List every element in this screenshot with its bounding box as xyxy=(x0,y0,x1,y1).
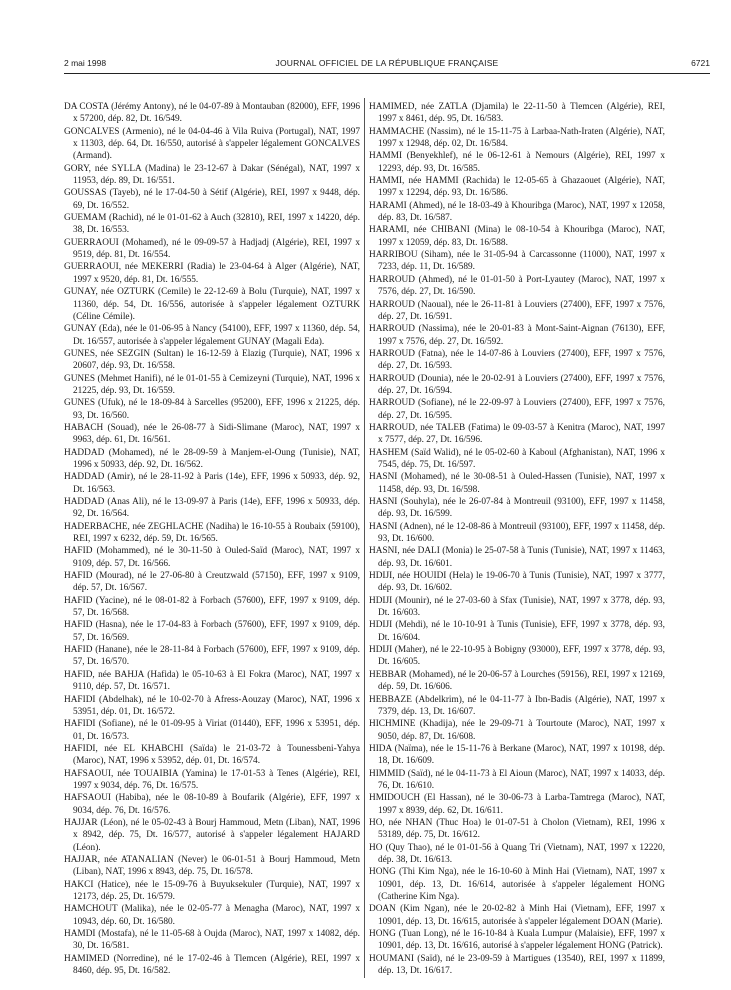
register-entry: HAFID (Yacine), né le 08-01-82 à Forbach (57600), EFF, 1997 x 9109, dép. 57, Dt. 16/568. xyxy=(64,595,360,619)
register-entry: HO (Quy Thao), né le 01-01-56 à Quang Tri (Vietnam), NAT, 1997 x 12220, dép. 38, Dt. 16/613. xyxy=(369,842,665,865)
register-entry: HAMMACHE (Nassim), né le 15-11-75 à Larbaa-Nath-Iraten (Algérie), NAT, 1997 x 12948, dép. 02, Dt. 16/584. xyxy=(369,126,665,150)
register-entry: HONG (Tuan Long), né le 16-10-84 à Kuala Lumpur (Malaisie), EFF, 1997 x 10901, dép. 13, Dt. 16/616, autorisé à s'appeler légalement HONG (Patrick). xyxy=(369,929,665,952)
right-column xyxy=(369,101,665,977)
register-entry: HAMIMED, née ZATLA (Djamila) le 22-11-50 à Tlemcen (Algérie), REI, 1997 x 8461, dép. 95, Dt. 16/583. xyxy=(369,102,665,125)
register-entry: HAFIDI (Sofiane), né le 01-09-95 à Viriat (01440), EFF, 1996 x 53951, dép. 01, Dt. 16/573. xyxy=(64,719,360,742)
register-entry: HAMCHOUT (Malika), née le 02-05-77 à Menagha (Maroc), NAT, 1997 x 10943, dép. 60, Dt. 16/580. xyxy=(64,904,360,927)
register-entry: HASNI, née DALI (Monia) le 25-07-58 à Tunis (Tunisie), NAT, 1997 x 11463, dép. 93, Dt. 16/601. xyxy=(369,546,665,569)
header-journal-title: JOURNAL OFFICIEL DE LA RÉPUBLIQUE FRANÇAISE xyxy=(275,58,499,68)
header-rule xyxy=(64,73,710,74)
register-entry: HDIJI (Mounir), né le 27-03-60 à Sfax (Tunisie), NAT, 1997 x 3778, dép. 93, Dt. 16/603. xyxy=(369,595,665,619)
register-entry: HASNI (Souhyla), née le 26-07-84 à Montreuil (93100), EFF, 1997 x 11458, dép. 93, Dt. 16/599. xyxy=(369,497,665,520)
register-entry: HO, née NHAN (Thuc Hoa) le 01-07-51 à Cholon (Vietnam), REI, 1996 x 53189, dép. 75, Dt. 16/612. xyxy=(369,817,665,841)
register-entry: DOAN (Kim Ngan), née le 20-02-82 à Minh Hai (Vietnam), EFF, 1997 x 10901, dép. 13, Dt. 16/615, autorisée à s'appeler légalement DOAN (Marie). xyxy=(369,904,665,927)
register-entry: GUNAY (Eda), née le 01-06-95 à Nancy (54100), EFF, 1997 x 11360, dép. 54, Dt. 16/557, autorisée à s'appeler légalement GUNAY (Magali Eda). xyxy=(64,324,360,347)
register-entry: HARROUD (Sofiane), né le 22-09-97 à Louviers (27400), EFF, 1997 x 7576, dép. 27, Dt. 16/595. xyxy=(369,398,665,421)
register-entry: GOUSSAS (Tayeb), né le 17-04-50 à Sétif (Algérie), REI, 1997 x 9448, dép. 69, Dt. 16/552. xyxy=(64,188,360,211)
register-entry: HICHMINE (Khadija), née le 29-09-71 à Tourtoute (Maroc), NAT, 1997 x 9050, dép. 87, Dt. 16/608. xyxy=(369,719,665,742)
register-entry: HAKCI (Hatice), née le 15-09-76 à Buyuksekuler (Turquie), NAT, 1997 x 12173, dép. 25, Dt. 16/579. xyxy=(64,879,360,902)
register-entry: HDIJI (Mehdi), né le 10-10-91 à Tunis (Tunisie), EFF, 1997 x 3778, dép. 93, Dt. 16/604. xyxy=(369,620,665,643)
register-entry: HAMMI, née HAMMI (Rachida) le 12-05-65 à Ghazaouet (Algérie), NAT, 1997 x 12294, dép. 93, Dt. 16/586. xyxy=(369,176,665,199)
register-entry: HASNI (Adnen), né le 12-08-86 à Montreuil (93100), EFF, 1997 x 11458, dép. 93, Dt. 16/600. xyxy=(369,521,665,545)
register-entry: GUNAY, née OZTURK (Cemile) le 22-12-69 à Bolu (Turquie), NAT, 1997 x 11360, dép. 54, Dt. 16/556, autorisée à s'appeler légalement OZTURK (Céline Cémile). xyxy=(64,287,360,322)
register-entry: HONG (Thi Kim Nga), née le 16-10-60 à Minh Hai (Vietnam), NAT, 1997 x 10901, dép. 13, Dt. 16/614, autorisée à s'appeler légalement HONG (Catherine Kim Nga). xyxy=(369,867,665,902)
register-entry: HADDAD (Mohamed), né le 28-09-59 à Manjem-el-Oung (Tunisie), NAT, 1996 x 50933, dép. 92, Dt. 16/562. xyxy=(64,447,360,470)
register-entry: GUEMAM (Rachid), né le 01-01-62 à Auch (32810), REI, 1997 x 14220, dép. 38, Dt. 16/553. xyxy=(64,213,360,236)
register-entry: HAFID (Mohammed), né le 30-11-50 à Ouled-Saïd (Maroc), NAT, 1997 x 9109, dép. 57, Dt. 16/566. xyxy=(64,546,360,569)
register-entry: HAFID (Hanane), née le 28-11-84 à Forbach (57600), EFF, 1997 x 9109, dép. 57, Dt. 16/570. xyxy=(64,645,360,668)
header-page-number: 6721 xyxy=(691,58,710,68)
register-entry: HAMDI (Mostafa), né le 11-05-68 à Oujda (Maroc), NAT, 1997 x 14082, dép. 30, Dt. 16/581. xyxy=(64,929,360,952)
register-entry: HIMMID (Saïd), né le 04-11-73 à El Aioun (Maroc), NAT, 1997 x 14033, dép. 76, Dt. 16/610. xyxy=(369,768,665,791)
register-entry: HMIDOUCH (El Hassan), né le 30-06-73 à Larba-Tamtrega (Maroc), NAT, 1997 x 8939, dép. 62, Dt. 16/611. xyxy=(369,793,665,816)
register-entry: HAMMI (Benyekhlef), né le 06-12-61 à Nemours (Algérie), REI, 1997 x 12293, dép. 93, Dt. 16/585. xyxy=(369,151,665,174)
register-entry: GONCALVES (Armenio), né le 04-04-46 à Vila Ruiva (Portugal), NAT, 1997 x 11303, dép. 64, Dt. 16/550, autorisé à s'appeler légalement GONCALVES (Armand). xyxy=(64,126,360,162)
register-entry: HAFID (Mourad), né le 27-06-80 à Creutzwald (57150), EFF, 1997 x 9109, dép. 57, Dt. 16/567. xyxy=(64,571,360,594)
register-entry: GUERRAOUI, née MEKERRI (Radia) le 23-04-64 à Alger (Algérie), NAT, 1997 x 9520, dép. 81, Dt. 16/555. xyxy=(64,262,360,285)
register-entry: GUNES (Mehmet Hanifi), né le 01-01-55 à Cemizeyni (Turquie), NAT, 1996 x 21225, dép. 93, Dt. 16/559. xyxy=(64,373,360,396)
register-entry: HDIJI, née HOUIDI (Hela) le 19-06-70 à Tunis (Tunisie), NAT, 1997 x 3777, dép. 93, Dt. 16/602. xyxy=(369,571,665,594)
register-entry: HAMIMED (Norredine), né le 17-02-46 à Tlemcen (Algérie), REI, 1997 x 8460, dép. 95, Dt. 16/582. xyxy=(64,953,360,977)
register-entry: HARROUD, née TALEB (Fatima) le 09-03-57 à Kenitra (Maroc), NAT, 1997 x 7577, dép. 27, Dt. 16/596. xyxy=(369,422,665,446)
register-entry: GORY, née SYLLA (Madina) le 23-12-67 à Dakar (Sénégal), NAT, 1997 x 11953, dép. 89, Dt. 16/551. xyxy=(64,163,360,187)
register-entry: HARRIBOU (Siham), née le 31-05-94 à Carcassonne (11000), NAT, 1997 x 7233, dép. 11, Dt. 16/589. xyxy=(369,250,665,273)
register-entry: HARAMI, née CHIBANI (Mina) le 08-10-54 à Khouribga (Maroc), NAT, 1997 x 12059, dép. 83, Dt. 16/588. xyxy=(369,225,665,248)
register-entry: HARROUD (Ahmed), né le 01-01-50 à Port-Lyautey (Maroc), NAT, 1997 x 7576, dép. 27, Dt. 16/590. xyxy=(369,274,665,298)
register-entry: HARROUD (Naoual), née le 26-11-81 à Louviers (27400), EFF, 1997 x 7576, dép. 27, Dt. 16/591. xyxy=(369,299,665,322)
register-entry: HARROUD (Dounia), née le 20-02-91 à Louviers (27400), EFF, 1997 x 7576, dép. 27, Dt. 16/594. xyxy=(369,373,665,396)
register-entry: HADDAD (Anas Ali), né le 13-09-97 à Paris (14e), EFF, 1996 x 50933, dép. 92, Dt. 16/564. xyxy=(64,497,360,520)
left-column xyxy=(64,101,360,977)
register-entry: HAJJAR (Léon), né le 05-02-43 à Bourj Hammoud, Metn (Liban), NAT, 1996 x 8942, dép. 75, Dt. 16/577, autorisé à s'appeler légalement HAJARD (Léon). xyxy=(64,817,360,853)
register-entry: HAFID (Hasna), née le 17-04-83 à Forbach (57600), EFF, 1997 x 9109, dép. 57, Dt. 16/569. xyxy=(64,620,360,643)
register-entry: HADERBACHE, née ZEGHLACHE (Nadiha) le 16-10-55 à Roubaix (59100), REI, 1997 x 6232, dép. 59, Dt. 16/565. xyxy=(64,521,360,545)
register-entry: HADDAD (Amir), né le 28-11-92 à Paris (14e), EFF, 1996 x 50933, dép. 92, Dt. 16/563. xyxy=(64,472,360,495)
register-entry: GUNES, née SEZGIN (Sultan) le 16-12-59 à Elazig (Turquie), NAT, 1996 x 20607, dép. 93, Dt. 16/558. xyxy=(64,348,360,372)
column-divider xyxy=(364,98,365,978)
register-entry: HABACH (Souad), née le 26-08-77 à Sidi-Slimane (Maroc), NAT, 1997 x 9963, dép. 61, Dt. 16/561. xyxy=(64,422,360,446)
register-entry: HARROUD (Fatna), née le 14-07-86 à Louviers (27400), EFF, 1997 x 7576, dép. 27, Dt. 16/593. xyxy=(369,348,665,372)
register-entry: HAJJAR, née ATANALIAN (Never) le 06-01-51 à Bourj Hammoud, Metn (Liban), NAT, 1996 x 8943, dép. 75, Dt. 16/578. xyxy=(64,854,360,878)
page-header xyxy=(64,58,710,72)
register-entry: HARAMI (Ahmed), né le 18-03-49 à Khouribga (Maroc), NAT, 1997 x 12058, dép. 83, Dt. 16/587. xyxy=(369,200,665,224)
register-entry: HASHEM (Saïd Walid), né le 05-02-60 à Kaboul (Afghanistan), NAT, 1996 x 7545, dép. 75, Dt. 16/597. xyxy=(369,447,665,470)
register-entry: HAFIDI, née EL KHABCHI (Saïda) le 21-03-72 à Tounessbeni-Yahya (Maroc), NAT, 1996 x 53952, dép. 01, Dt. 16/574. xyxy=(64,743,360,767)
register-entry: GUNES (Ufuk), né le 18-09-84 à Sarcelles (95200), EFF, 1996 x 21225, dép. 93, Dt. 16/560. xyxy=(64,398,360,421)
register-entry: DA COSTA (Jérémy Antony), né le 04-07-89 à Montauban (82000), EFF, 1996 x 57200, dép. 82, Dt. 16/549. xyxy=(64,102,360,125)
register-entry: GUERRAOUI (Mohamed), né le 09-09-57 à Hadjadj (Algérie), REI, 1997 x 9519, dép. 81, Dt. 16/554. xyxy=(64,237,360,261)
register-entry: HDIJI (Maher), né le 22-10-95 à Bobigny (93000), EFF, 1997 x 3778, dép. 93, Dt. 16/605. xyxy=(369,645,665,668)
register-entry: HEBBAZE (Abdelkrim), né le 04-11-77 à Ibn-Badis (Algérie), NAT, 1997 x 7379, dép. 13, Dt. 16/607. xyxy=(369,694,665,717)
register-entry: HEBBAR (Mohamed), né le 20-06-57 à Lourches (59156), REI, 1997 x 12169, dép. 59, Dt. 16/606. xyxy=(369,669,665,693)
register-entry: HARROUD (Nassima), née le 20-01-83 à Mont-Saint-Aignan (76130), EFF, 1997 x 7576, dép. 27, Dt. 16/592. xyxy=(369,324,665,347)
register-entry: HOUMANI (Saïd), né le 23-09-59 à Martigues (13540), REI, 1997 x 11899, dép. 13, Dt. 16/617. xyxy=(369,953,665,977)
register-entry: HAFID, née BAHJA (Hafida) le 05-10-63 à El Fokra (Maroc), NAT, 1997 x 9110, dép. 57, Dt. 16/571. xyxy=(64,669,360,693)
header-date: 2 mai 1998 xyxy=(64,58,107,68)
register-entry: HAFSAOUI (Habiba), née le 08-10-89 à Boufarik (Algérie), EFF, 1997 x 9034, dép. 76, Dt. 16/576. xyxy=(64,793,360,816)
register-entry: HIDA (Naïma), née le 15-11-76 à Berkane (Maroc), NAT, 1997 x 10198, dép. 18, Dt. 16/609. xyxy=(369,743,665,767)
register-entry: HAFSAOUI, née TOUAIBIA (Yamina) le 17-01-53 à Tenes (Algérie), REI, 1997 x 9034, dép. 76, Dt. 16/575. xyxy=(64,768,360,791)
register-entry: HASNI (Mohamed), né le 30-08-51 à Ouled-Hassen (Tunisie), NAT, 1997 x 11458, dép. 93, Dt. 16/598. xyxy=(369,472,665,495)
register-entry: HAFIDI (Abdelhak), né le 10-02-70 à Afress-Aouzay (Maroc), NAT, 1996 x 53951, dép. 01, Dt. 16/572. xyxy=(64,694,360,717)
